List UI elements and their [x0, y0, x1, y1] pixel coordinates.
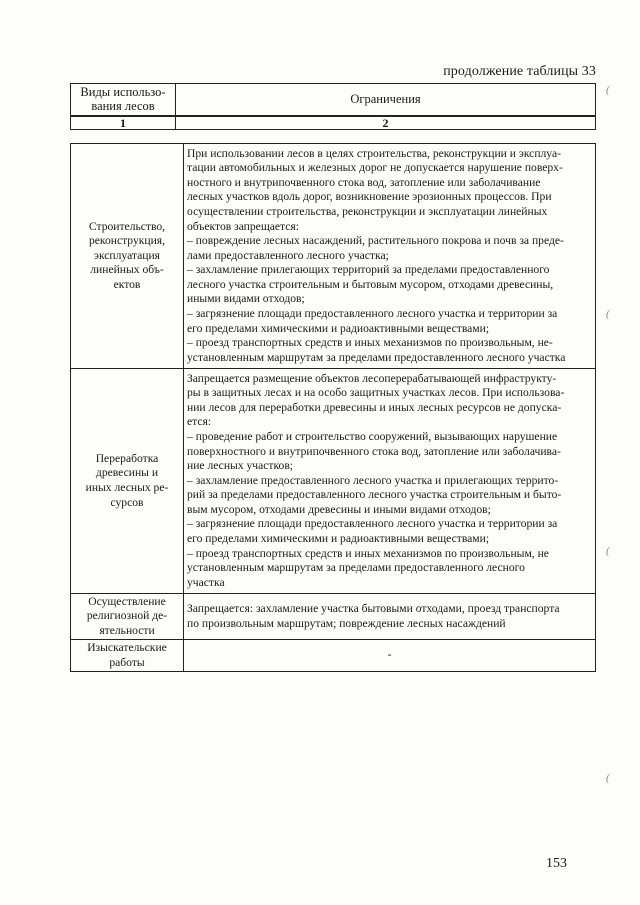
usage-type-cell: Строительство, реконструкция, эксплуатация линейных объ- ектов: [71, 144, 184, 369]
restriction-line: его пределами химическими и радиоактивными веществами;: [187, 321, 490, 335]
header-col-usage-type: Виды использо- вания лесов: [71, 84, 176, 116]
table-continuation-caption: продолжение таблицы 33: [443, 64, 596, 79]
restriction-line: ностного и внутрипочвенного стока вод, затопление или заболачивание: [187, 175, 541, 189]
restriction-line: ется:: [187, 415, 212, 429]
restriction-line: тации автомобильных и железных дорог не допускается нарушение поверх-: [187, 161, 563, 175]
restriction-line: объектов запрещается:: [187, 219, 299, 233]
scan-mark: (: [606, 545, 610, 557]
restriction-line: поверхностного и внутрипочвенного стока вод, затопление или заболачива-: [187, 444, 561, 458]
restriction-line: При использовании лесов в целях строительства, реконструкции и эксплуа-: [187, 146, 561, 160]
restriction-line: рий за пределами предоставленного лесного участка строительным и быто-: [187, 488, 562, 502]
restriction-line: лесного участка строительным и бытовым мусором, отходами древесины,: [187, 277, 554, 291]
restriction-line: установленным маршрутам за пределами предоставленного лесного: [187, 561, 525, 575]
table-row: [71, 144, 596, 369]
restriction-line: -: [387, 648, 392, 662]
usage-type-cell: Осуществление религиозной де- ятельности: [71, 594, 184, 640]
restriction-line: – повреждение лесных насаждений, растительного покрова и почв за преде-: [187, 234, 564, 248]
scan-mark: (: [606, 772, 610, 784]
table-row: [71, 640, 596, 672]
restriction-line: ры в защитных лесах и на особо защитных участках лесов. При использова-: [187, 386, 565, 400]
restriction-line: – проведение работ и строительство сооружений, вызывающих нарушение: [187, 429, 558, 443]
table-row: [71, 594, 596, 640]
restriction-line: лесных участков вдоль дорог, возникновение эрозионных процессов. При: [187, 190, 552, 204]
restriction-line: Запрещается: захламление участка бытовыми отходами, проезд транспорта: [187, 601, 560, 615]
scan-mark: (: [606, 84, 610, 96]
table-header: [70, 83, 596, 130]
restriction-line: установленным маршрутам за пределами предоставленного лесного участка: [187, 350, 566, 364]
restriction-line: участка: [187, 575, 225, 589]
restrictions-cell: [184, 369, 596, 594]
restrictions-table: [70, 143, 596, 672]
restrictions-cell: [184, 640, 596, 672]
restriction-line: осуществлении строительства, реконструкции и эксплуатации линейных: [187, 204, 548, 218]
restriction-line: иными видами отходов;: [187, 292, 305, 306]
restriction-line: – загрязнение площади предоставленного лесного участка и территории за: [187, 517, 558, 531]
restriction-line: его пределами химическими и радиоактивными веществами;: [187, 532, 490, 546]
table-row: [71, 369, 596, 594]
usage-type-cell: Переработка древесины и иных лесных ре- сурсов: [71, 369, 184, 594]
restriction-line: Запрещается размещение объектов лесоперерабатывающей инфраструкту-: [187, 371, 557, 385]
scan-mark: (: [606, 308, 610, 320]
restriction-line: вым мусором, отходами древесины и иными видами отходов;: [187, 502, 491, 516]
restriction-line: по произвольным маршрутам; повреждение лесных насаждений: [187, 616, 506, 630]
header-col-number-1: 1: [71, 116, 176, 130]
restriction-line: – загрязнение площади предоставленного лесного участка и территории за: [187, 307, 558, 321]
restriction-line: ние лесных участков;: [187, 459, 294, 473]
restriction-line: – проезд транспортных средств и иных механизмов по произвольным, не: [187, 546, 549, 560]
page-number: 153: [546, 856, 567, 871]
header-col-restrictions: Ограничения: [176, 84, 596, 116]
restrictions-cell: [184, 594, 596, 640]
restriction-line: – захламление прилегающих территорий за пределами предоставленного: [187, 263, 550, 277]
restriction-line: нии лесов для переработки древесины и иных лесных ресурсов не допуска-: [187, 400, 562, 414]
restrictions-cell: [184, 144, 596, 369]
restriction-line: – проезд транспортных средств и иных механизмов по произвольным, не-: [187, 336, 553, 350]
restriction-line: – захламление предоставленного лесного участка и прилегающих террито-: [187, 473, 559, 487]
restriction-line: лами предоставленного лесного участка;: [187, 248, 389, 262]
usage-type-cell: Изыскательские работы: [71, 640, 184, 672]
header-col-number-2: 2: [176, 116, 596, 130]
